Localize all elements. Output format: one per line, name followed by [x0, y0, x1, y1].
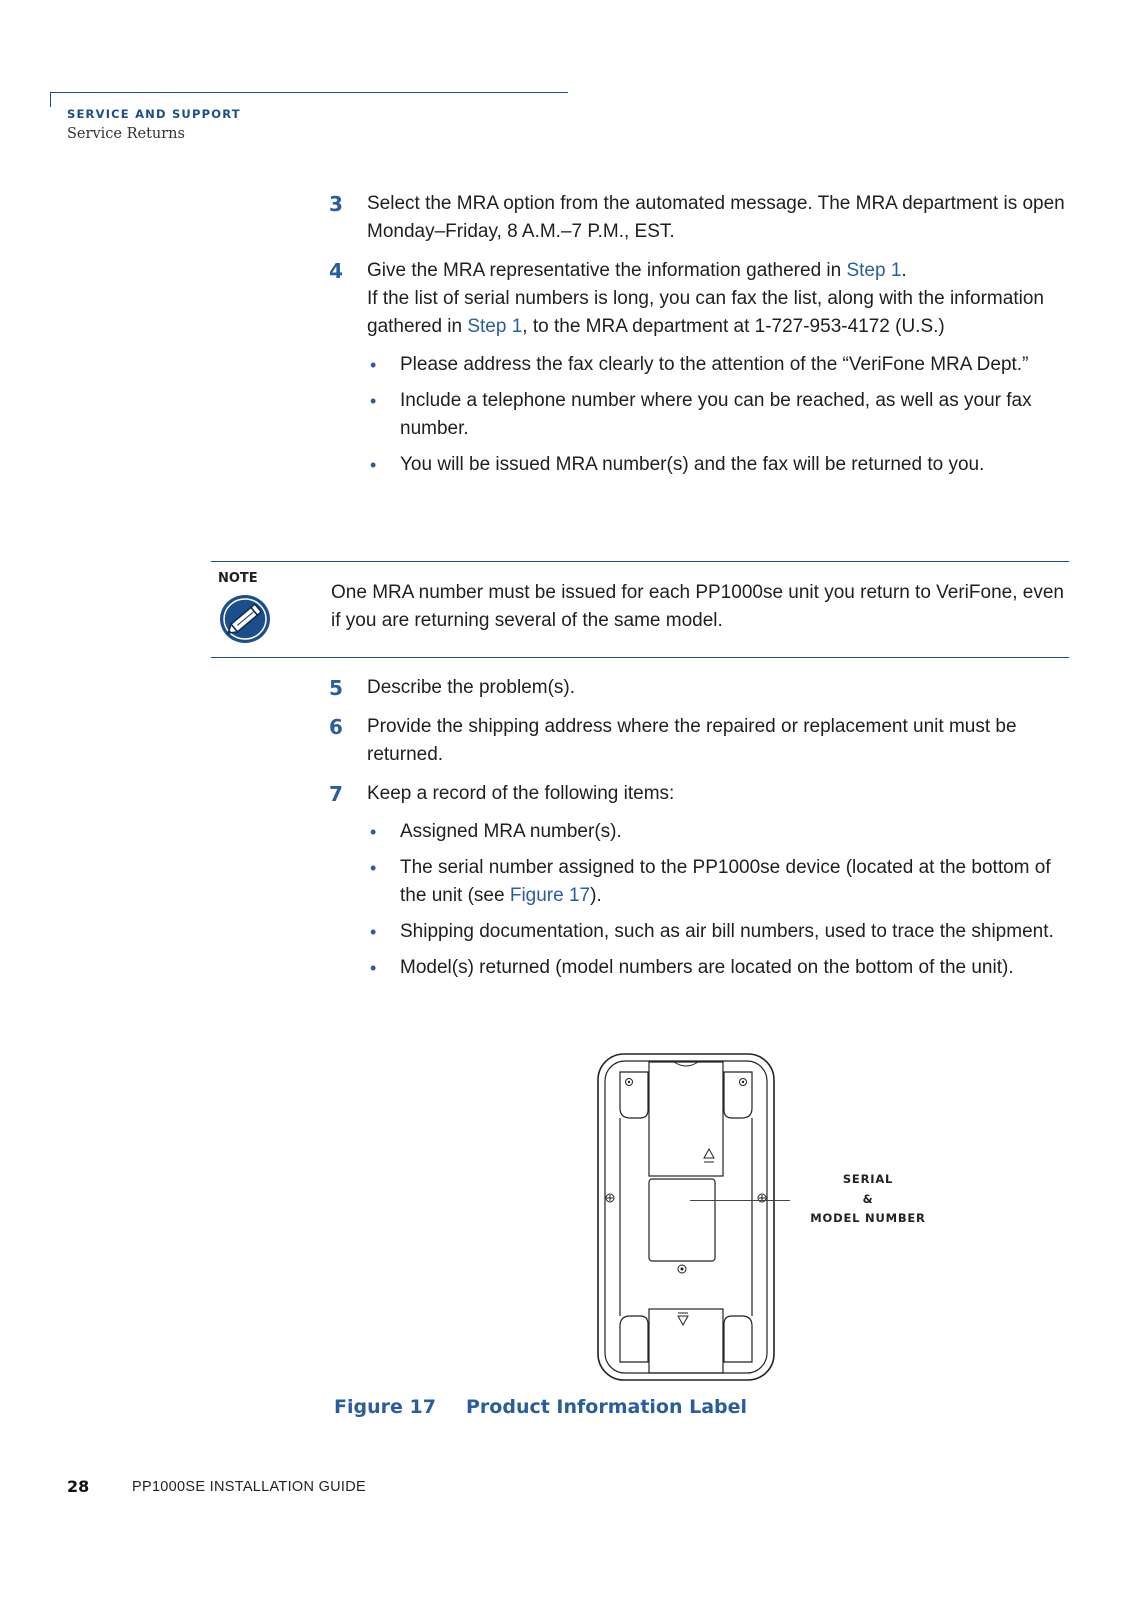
bullet-text: ).	[590, 885, 602, 906]
step-3	[329, 190, 1069, 246]
label-line: SERIAL	[842, 1172, 894, 1186]
bullet-item	[367, 351, 1069, 379]
bullet-text: Model(s) returned (model numbers are located on the bottom of the unit).	[400, 957, 1014, 978]
device-bottom-illustration	[596, 1052, 776, 1382]
bullet-text: Please address the fax clearly to the attention of the “VeriFone MRA Dept.”	[400, 354, 1029, 375]
step-text	[367, 257, 1069, 285]
bullet-text: Include a telephone number where you can be reached, as well as your fax number.	[400, 390, 1032, 439]
bullet-item	[367, 854, 1069, 910]
steps-bottom	[329, 674, 1069, 993]
note-text: One MRA number must be issued for each PP1000se unit you return to VeriFone, even if you are returning several of the same model.	[331, 582, 1064, 631]
step-number: 6	[329, 715, 343, 739]
page-number: 28	[67, 1477, 90, 1496]
bullet-item	[367, 818, 1069, 846]
bullet-dot-icon: •	[370, 455, 377, 475]
step-7	[329, 780, 1069, 982]
serial-model-label	[808, 1170, 928, 1229]
note-label: NOTE	[218, 571, 258, 586]
bullet-item	[367, 918, 1069, 946]
step-1-link[interactable]: Step 1	[467, 316, 523, 337]
step-4	[329, 257, 1069, 479]
step-number: 7	[329, 782, 343, 806]
section-subtitle: Service Returns	[67, 126, 185, 142]
step-6	[329, 713, 1069, 769]
bullet-list	[367, 818, 1069, 982]
step-text-part: .	[901, 260, 907, 281]
step-text-part: Give the MRA representative the information gathered in	[367, 260, 847, 281]
step-number: 4	[329, 259, 343, 283]
step-text-part: , to the MRA department at 1-727-953-4172 (U.S.)	[522, 316, 945, 337]
header-rule	[50, 92, 568, 93]
label-line: MODEL NUMBER	[810, 1211, 926, 1225]
figure-17-link[interactable]: Figure 17	[509, 885, 591, 906]
note-box	[211, 561, 1069, 658]
step-text: Provide the shipping address where the repaired or replacement unit must be returned.	[367, 716, 1017, 765]
bullet-item	[367, 954, 1069, 982]
bullet-dot-icon: •	[370, 355, 377, 375]
bullet-list	[367, 351, 1069, 479]
figure-caption	[334, 1396, 748, 1418]
steps-top	[329, 190, 1069, 490]
bullet-item	[367, 451, 1069, 479]
label-leader-line	[690, 1200, 790, 1201]
bullet-dot-icon: •	[370, 391, 377, 411]
header-rule-tick	[50, 92, 51, 107]
bullet-text: Shipping documentation, such as air bill numbers, used to trace the shipment.	[400, 921, 1054, 942]
figure-title: Product Information Label	[466, 1396, 748, 1418]
step-paragraph	[367, 285, 1069, 341]
bullet-dot-icon: •	[370, 922, 377, 942]
step-number: 3	[329, 192, 343, 216]
section-title: SERVICE AND SUPPORT	[67, 107, 241, 121]
step-number: 5	[329, 676, 343, 700]
step-1-link[interactable]: Step 1	[846, 260, 902, 281]
document-title: PP1000SE INSTALLATION GUIDE	[132, 1479, 367, 1495]
label-line: &	[862, 1191, 874, 1206]
step-text: Describe the problem(s).	[367, 677, 576, 698]
bullet-text: You will be issued MRA number(s) and the fax will be returned to you.	[400, 454, 985, 475]
step-5	[329, 674, 1069, 702]
bullet-dot-icon: •	[370, 858, 377, 878]
step-text: Keep a record of the following items:	[367, 783, 675, 804]
step-text-part: If the list of serial numbers is long, you can fax the list, along with the information gathered in	[367, 288, 1044, 337]
figure-number: Figure 17	[334, 1396, 436, 1418]
pencil-note-icon	[216, 592, 274, 646]
bullet-text: The serial number assigned to the PP1000se device (located at the bottom of the unit (see	[400, 857, 1051, 906]
bullet-item	[367, 387, 1069, 443]
bullet-text: Assigned MRA number(s).	[400, 821, 622, 842]
bullet-dot-icon: •	[370, 822, 377, 842]
bullet-dot-icon: •	[370, 958, 377, 978]
step-text: Select the MRA option from the automated message. The MRA department is open Monday–Friday, 8 A.M.–7 P.M., EST.	[367, 193, 1065, 242]
